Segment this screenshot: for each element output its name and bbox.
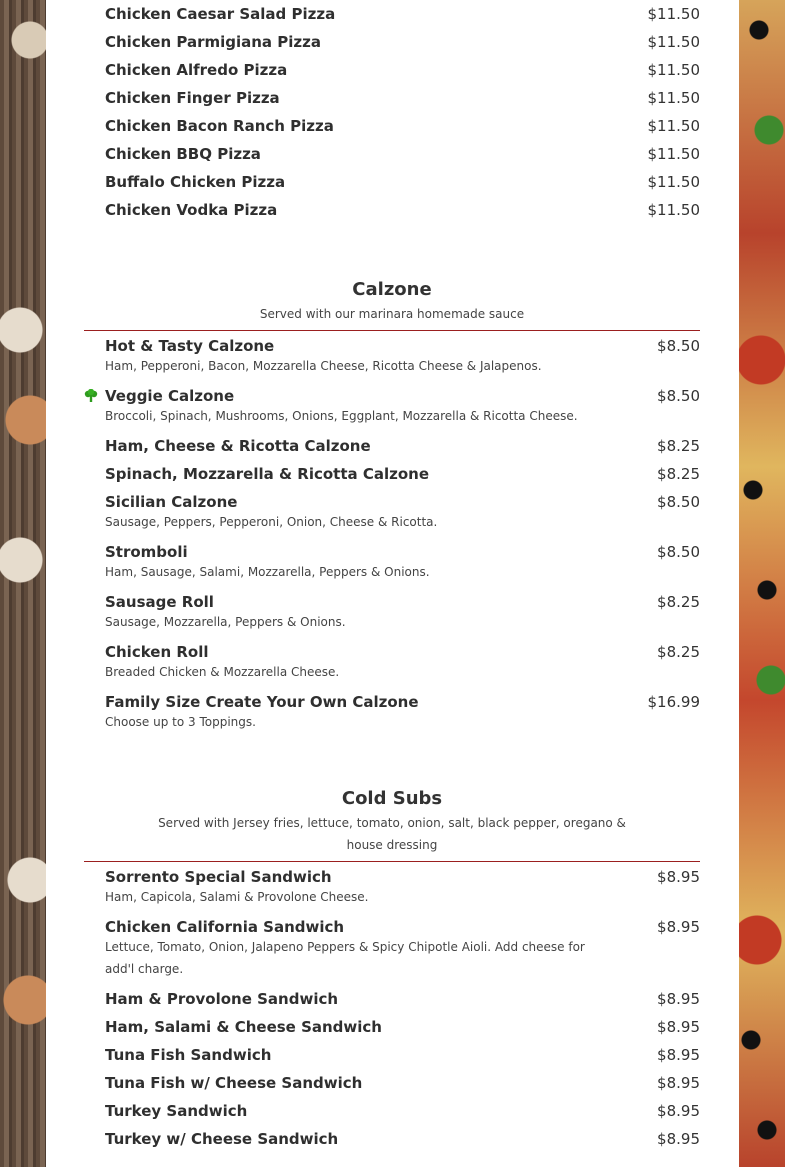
menu-item[interactable] [84,61,700,89]
item-name: Chicken Bacon Ranch Pizza [105,117,334,135]
item-description: Lettuce, Tomato, Onion, Jalapeno Peppers & Spicy Chipotle Aioli. Add cheese for add'l charge. [105,940,585,976]
item-name: Chicken Vodka Pizza [105,201,278,219]
section-subtitle: Served with Jersey fries, lettuce, tomato, onion, salt, black pepper, oregano & house dressing [158,816,626,852]
menu-item[interactable] [84,1046,700,1074]
item-name: Turkey Sandwich [105,1102,248,1120]
item-price: $11.50 [647,33,700,51]
item-price: $11.50 [647,89,700,107]
item-price: $8.95 [657,1102,700,1120]
item-price: $8.95 [657,868,700,886]
item-price: $8.95 [657,1018,700,1036]
item-name: Family Size Create Your Own Calzone [105,693,419,711]
menu-item[interactable] [84,337,700,387]
menu-item[interactable] [84,493,700,543]
item-price: $8.95 [657,990,700,1008]
menu-item[interactable] [84,868,700,918]
item-price: $16.99 [647,693,700,711]
item-description: Sausage, Peppers, Pepperoni, Onion, Cheese & Ricotta. [105,515,438,529]
section-title: Cold Subs [341,788,443,809]
menu-item[interactable] [84,990,700,1018]
item-price: $8.50 [657,543,700,561]
menu-item[interactable] [84,173,700,201]
section-subtitle: Served with our marinara homemade sauce [259,307,525,321]
menu-item[interactable] [84,693,700,743]
item-name: Sorrento Special Sandwich [105,868,332,886]
broccoli-icon [84,389,98,403]
menu-item[interactable] [84,145,700,173]
menu-item[interactable] [84,201,700,229]
item-description: Choose up to 3 Toppings. [105,715,256,729]
wood-background-left [0,0,46,1167]
item-name: Stromboli [105,543,188,561]
item-price: $11.50 [647,117,700,135]
item-price: $8.50 [657,337,700,355]
menu-item[interactable] [84,1130,700,1158]
item-price: $8.25 [657,643,700,661]
item-price: $8.95 [657,1046,700,1064]
item-price: $11.50 [647,201,700,219]
item-name: Ham & Provolone Sandwich [105,990,339,1008]
item-name: Chicken Roll [105,643,209,661]
item-price: $8.25 [657,437,700,455]
item-name: Ham, Salami & Cheese Sandwich [105,1018,382,1036]
item-name: Ham, Cheese & Ricotta Calzone [105,437,371,455]
menu-item[interactable] [84,5,700,33]
item-name: Chicken California Sandwich [105,918,345,936]
item-price: $8.95 [657,918,700,936]
menu-content [84,0,700,1158]
item-name: Chicken Caesar Salad Pizza [105,5,336,23]
item-description: Ham, Sausage, Salami, Mozzarella, Peppers & Onions. [105,565,430,579]
menu-item[interactable] [84,33,700,61]
item-name: Tuna Fish Sandwich [105,1046,272,1064]
item-name: Chicken BBQ Pizza [105,145,261,163]
item-price: $8.95 [657,1130,700,1148]
item-name: Veggie Calzone [105,387,235,405]
item-description: Breaded Chicken & Mozzarella Cheese. [105,665,340,679]
item-price: $8.25 [657,465,700,483]
item-price: $11.50 [647,61,700,79]
item-description: Ham, Capicola, Salami & Provolone Cheese. [105,890,369,904]
menu-item[interactable] [84,387,700,437]
section-title: Calzone [352,279,432,300]
menu-item[interactable] [84,437,700,465]
item-price: $8.50 [657,387,700,405]
item-price: $8.25 [657,593,700,611]
menu-item[interactable] [84,593,700,643]
menu-item[interactable] [84,918,700,990]
menu-item[interactable] [84,1018,700,1046]
pizza-background-right [739,0,785,1167]
item-price: $8.50 [657,493,700,511]
item-name: Hot & Tasty Calzone [105,337,275,355]
item-name: Chicken Parmigiana Pizza [105,33,321,51]
menu-item[interactable] [84,543,700,593]
item-description: Broccoli, Spinach, Mushrooms, Onions, Eggplant, Mozzarella & Ricotta Cheese. [105,409,578,423]
item-description: Sausage, Mozzarella, Peppers & Onions. [105,615,346,629]
item-name: Buffalo Chicken Pizza [105,173,286,191]
menu-item[interactable] [84,1074,700,1102]
item-name: Sicilian Calzone [105,493,238,511]
menu-panel [46,0,739,1167]
item-name: Spinach, Mozzarella & Ricotta Calzone [105,465,430,483]
item-name: Sausage Roll [105,593,214,611]
item-price: $8.95 [657,1074,700,1092]
menu-item[interactable] [84,465,700,493]
menu-item[interactable] [84,89,700,117]
item-name: Chicken Alfredo Pizza [105,61,288,79]
item-price: $11.50 [647,145,700,163]
item-price: $11.50 [647,173,700,191]
item-name: Tuna Fish w/ Cheese Sandwich [105,1074,363,1092]
menu-item[interactable] [84,117,700,145]
item-name: Turkey w/ Cheese Sandwich [105,1130,339,1148]
item-name: Chicken Finger Pizza [105,89,280,107]
menu-item[interactable] [84,643,700,693]
item-price: $11.50 [647,5,700,23]
menu-item[interactable] [84,1102,700,1130]
item-description: Ham, Pepperoni, Bacon, Mozzarella Cheese, Ricotta Cheese & Jalapenos. [105,359,542,373]
